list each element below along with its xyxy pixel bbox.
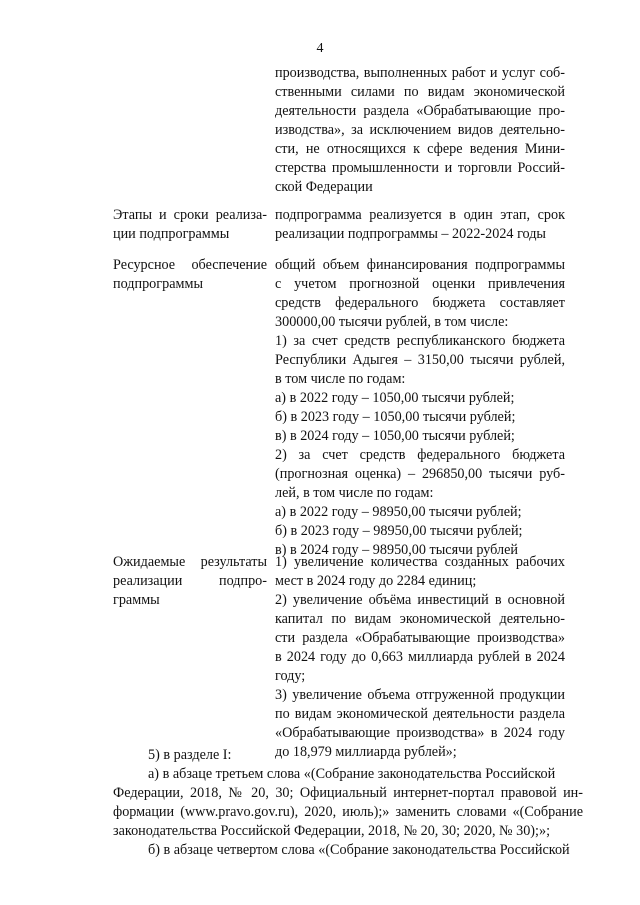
paragraph-line: б) в абзаце четвертом слова «(Собрание законодательства Российской <box>148 842 570 858</box>
section-item: 5) в разделе I: <box>148 747 232 763</box>
row-value-resources: общий объем финансирования подпрограммы <box>275 257 565 273</box>
row-value-results: в 2024 году до 0,663 миллиарда рублей в 2024 <box>275 649 565 665</box>
page-number: 4 <box>316 41 324 56</box>
continuation-line: сти, не относящихся к сфере ведения Мини- <box>275 141 565 157</box>
row-value-resources: лей, в том числе по годам: <box>275 485 434 501</box>
row-value-resources: с учетом прогнозной оценки привлечения <box>275 276 565 292</box>
row-label-results: граммы <box>113 592 160 608</box>
row-label-resources: Ресурсное обеспечение <box>113 257 267 273</box>
row-value-results: 1) увеличение количества созданных рабочих <box>275 554 565 570</box>
paragraph-line: законодательства Российской Федерации, 2018, № 20, 30; 2020, № 30);»; <box>113 823 551 839</box>
row-value-resources: (прогнозная оценка) – 296850,00 тысячи руб- <box>275 466 565 482</box>
row-value-resources: 300000,00 тысячи рублей, в том числе: <box>275 314 509 330</box>
row-value-stages: реализации подпрограммы – 2022-2024 годы <box>275 226 546 242</box>
row-label-results: Ожидаемые результаты <box>113 554 267 570</box>
continuation-line: стерства промышленности и торговли Россий- <box>275 160 565 176</box>
row-label-resources: подпрограммы <box>113 276 203 292</box>
row-value-resources: 1) за счет средств республиканского бюджета <box>275 333 565 349</box>
row-value-resources: в) в 2024 году – 1050,00 тысячи рублей; <box>275 428 515 444</box>
continuation-line: производства, выполненных работ и услуг соб- <box>275 65 565 81</box>
continuation-line: изводства», за исключением видов деятельно- <box>275 122 565 138</box>
row-value-resources: а) в 2022 году – 98950,00 тысячи рублей; <box>275 504 522 520</box>
row-label-stages: Этапы и сроки реализа- <box>113 207 267 223</box>
row-value-resources: средств федерального бюджета составляет <box>275 295 565 311</box>
row-value-resources: в том числе по годам: <box>275 371 406 387</box>
row-value-resources: Республики Адыгея – 3150,00 тысячи рублей, <box>275 352 565 368</box>
paragraph-line: а) в абзаце третьем слова «(Собрание законодательства Российской <box>148 766 556 782</box>
row-value-results: мест в 2024 году до 2284 единиц; <box>275 573 477 589</box>
row-value-results: 2) увеличение объёма инвестиций в основной <box>275 592 565 608</box>
row-value-results: году; <box>275 668 306 684</box>
row-label-results: реализации подпро- <box>113 573 267 589</box>
row-value-results: по видам экономической деятельности раздела <box>275 706 565 722</box>
row-value-results: «Обрабатывающие производства» в 2024 году <box>275 725 565 741</box>
row-value-results: сти раздела «Обрабатывающие производства» <box>275 630 565 646</box>
paragraph-line: Федерации, 2018, № 20, 30; Официальный интернет-портал правовой ин- <box>113 785 583 801</box>
row-value-resources: б) в 2023 году – 98950,00 тысячи рублей; <box>275 523 523 539</box>
row-value-results: до 18,979 миллиарда рублей»; <box>275 744 457 760</box>
row-value-resources: 2) за счет средств федерального бюджета <box>275 447 565 463</box>
row-value-resources: а) в 2022 году – 1050,00 тысячи рублей; <box>275 390 515 406</box>
continuation-line: деятельности раздела «Обрабатывающие про- <box>275 103 565 119</box>
row-value-stages: подпрограмма реализуется в один этап, срок <box>275 207 565 223</box>
continuation-line: ственными силами по видам экономической <box>275 84 565 100</box>
paragraph-line: формации (www.pravo.gov.ru), 2020, июль);» заменить словами «(Собрание <box>113 804 583 820</box>
row-label-stages: ции подпрограммы <box>113 226 230 242</box>
continuation-line: ской Федерации <box>275 179 373 195</box>
row-value-resources: б) в 2023 году – 1050,00 тысячи рублей; <box>275 409 516 425</box>
row-value-results: капитал по видам экономической деятельно- <box>275 611 565 627</box>
row-value-resources: в) в 2024 году – 98950,00 тысячи рублей <box>275 542 519 558</box>
row-value-results: 3) увеличение объема отгруженной продукции <box>275 687 565 703</box>
